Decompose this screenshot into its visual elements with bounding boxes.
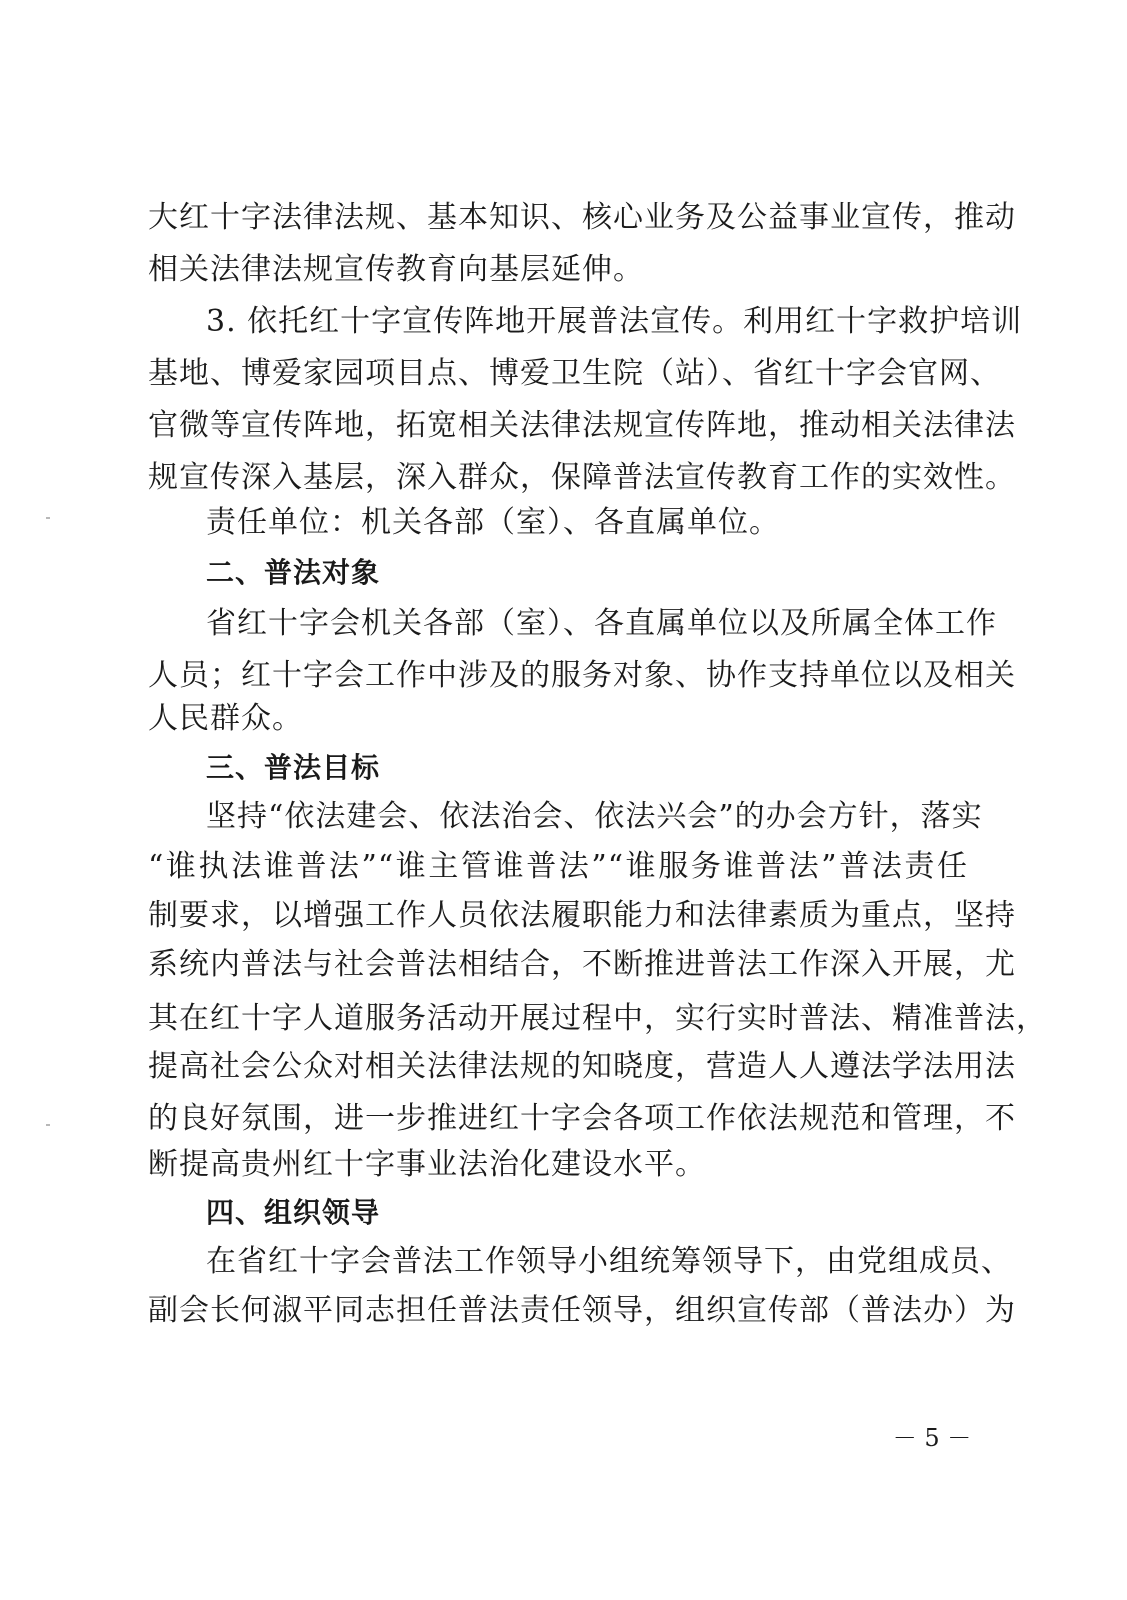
responsible-unit-line: 责任单位：机关各部（室）、各直属单位。 bbox=[206, 505, 780, 540]
body-text-line: 其在红十字人道服务活动开展过程中，实行实时普法、精准普法， bbox=[148, 1001, 1047, 1036]
body-text-line: 官微等宣传阵地，拓宽相关法律法规宣传阵地，推动相关法律法 bbox=[148, 408, 1016, 443]
body-text-line: 的良好氛围，进一步推进红十字会各项工作依法规范和管理，不 bbox=[148, 1101, 1016, 1136]
body-text-line: 副会长何淑平同志担任普法责任领导，组织宣传部（普法办）为 bbox=[148, 1293, 1016, 1328]
body-text-line: 大红十字法律法规、基本知识、核心业务及公益事业宣传，推动 bbox=[148, 200, 1016, 235]
body-text-line: 在省红十字会普法工作领导小组统筹领导下，由党组成员、 bbox=[206, 1244, 1012, 1279]
section-heading-target-audience: 二、普法对象 bbox=[206, 556, 381, 589]
body-text-line: 规宣传深入基层，深入群众，保障普法宣传教育工作的实效性。 bbox=[148, 460, 1016, 495]
section-heading-organization: 四、组织领导 bbox=[206, 1196, 381, 1229]
body-text-line: 省红十字会机关各部（室）、各直属单位以及所属全体工作 bbox=[206, 606, 997, 641]
body-text-line: “谁执法谁普法”“谁主管谁普法”“谁服务谁普法”普法责任 bbox=[148, 849, 968, 884]
body-text-line: 人民群众。 bbox=[148, 701, 303, 736]
body-text-line: 坚持“依法建会、依法治会、依法兴会”的办会方针，落实 bbox=[206, 799, 983, 834]
body-text-line: 系统内普法与社会普法相结合，不断推进普法工作深入开展，尤 bbox=[148, 947, 1016, 982]
page-number: － 5 － bbox=[892, 1424, 972, 1452]
body-text-line: 提高社会公众对相关法律法规的知晓度，营造人人遵法学法用法 bbox=[148, 1049, 1016, 1084]
scan-speck bbox=[46, 1124, 50, 1126]
body-text-line: 基地、博爱家园项目点、博爱卫生院（站）、省红十字会官网、 bbox=[148, 356, 1001, 391]
body-text-line: 相关法律法规宣传教育向基层延伸。 bbox=[148, 252, 644, 287]
section-heading-goals: 三、普法目标 bbox=[206, 751, 381, 784]
body-text-line: 制要求，以增强工作人员依法履职能力和法律素质为重点，坚持 bbox=[148, 898, 1016, 933]
body-text-line: 断提高贵州红十字事业法治化建设水平。 bbox=[148, 1147, 706, 1182]
scan-speck bbox=[46, 517, 50, 519]
body-text-line: 人员；红十字会工作中涉及的服务对象、协作支持单位以及相关 bbox=[148, 658, 1016, 693]
body-text-line: 3. 依托红十字宣传阵地开展普法宣传。利用红十字救护培训 bbox=[206, 304, 1023, 339]
